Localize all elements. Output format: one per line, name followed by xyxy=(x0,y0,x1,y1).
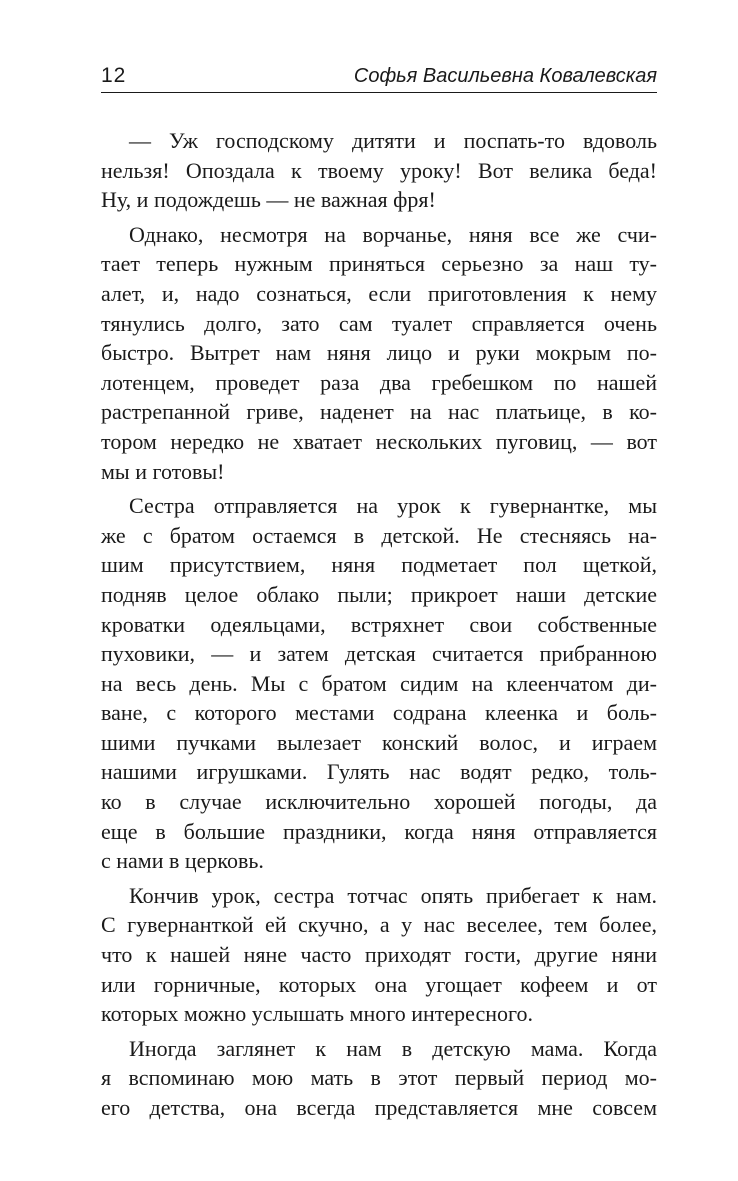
text-line: — Уж господскому дитяти и поспать-то вдоволь xyxy=(129,128,657,153)
page-number: 12 xyxy=(101,64,127,87)
text-line: Ну, и подождешь — не важная фря! xyxy=(101,187,436,213)
text-line: с нами в церковь. xyxy=(101,848,264,874)
running-header xyxy=(101,60,657,93)
text-line: тает теперь нужным приняться серьезно за наш ту- xyxy=(101,251,657,277)
text-line: быстро. Вытрет нам няня лицо и руки мокрым по- xyxy=(101,340,657,366)
text-line: Однако, несмотря на ворчанье, няня все же счи- xyxy=(129,221,657,247)
text-line: еще в большие праздники, когда няня отправляется xyxy=(101,818,657,844)
text-line: ване, с которого местами содрана клеенка и боль- xyxy=(101,700,657,726)
text-line: что к нашей няне часто приходят гости, другие няни xyxy=(101,942,657,968)
text-line: растрепанной гриве, наденет на нас платьице, в ко- xyxy=(101,399,657,425)
body-text xyxy=(101,126,657,1123)
text-line: тором нередко не хватает нескольких пуговиц, — вот xyxy=(101,428,657,454)
text-line: ко в случае исключительно хорошей погоды, да xyxy=(101,789,657,815)
text-line: на весь день. Мы с братом сидим на клеенчатом ди- xyxy=(101,670,657,696)
paragraph-5 xyxy=(101,1034,657,1123)
paragraph-3 xyxy=(101,491,657,876)
text-line: его детства, она всегда представляется мне совсем xyxy=(101,1095,657,1120)
text-line: алет, и, надо сознаться, если приготовления к нему xyxy=(101,280,657,306)
text-line: мы и готовы! xyxy=(101,458,225,484)
text-line: лотенцем, проведет раза два гребешком по нашей xyxy=(101,369,657,395)
text-line: тянулись долго, зато сам туалет справляется очень xyxy=(101,310,657,336)
text-line: же с братом остаемся в детской. Не стесняясь на- xyxy=(101,522,657,548)
text-line: шими пучками вылезает конский волос, и играем xyxy=(101,729,657,755)
text-line: Иногда заглянет к нам в детскую мама. Когда xyxy=(129,1035,657,1061)
text-line: я вспоминаю мою мать в этот первый период мо- xyxy=(101,1065,657,1091)
text-line: Сестра отправляется на урок к гувернантке, мы xyxy=(129,493,657,519)
text-line: С гувернанткой ей скучно, а у нас веселее, тем более, xyxy=(101,912,657,938)
text-line: кроватки одеяльцами, встряхнет свои собственные xyxy=(101,611,657,637)
text-line: нельзя! Опоздала к твоему уроку! Вот велика беда! xyxy=(101,157,657,183)
running-title: Софья Васильевна Ковалевская xyxy=(353,65,657,87)
paragraph-2 xyxy=(101,220,657,486)
paragraph-4 xyxy=(101,881,657,1029)
text-line: Кончив урок, сестра тотчас опять прибегает к нам. xyxy=(129,882,657,908)
text-line: подняв целое облако пыли; прикроет наши детские xyxy=(101,581,657,607)
paragraph-1 xyxy=(101,126,657,215)
text-line: нашими игрушками. Гулять нас водят редко, толь- xyxy=(101,759,657,785)
text-line: шим присутствием, няня подметает пол щеткой, xyxy=(101,552,657,578)
text-line: которых можно услышать много интересного. xyxy=(101,1001,533,1027)
text-line: пуховики, — и затем детская считается прибранною xyxy=(101,641,657,667)
text-line: или горничные, которых она угощает кофеем и от xyxy=(101,971,657,997)
book-page xyxy=(101,60,657,1128)
